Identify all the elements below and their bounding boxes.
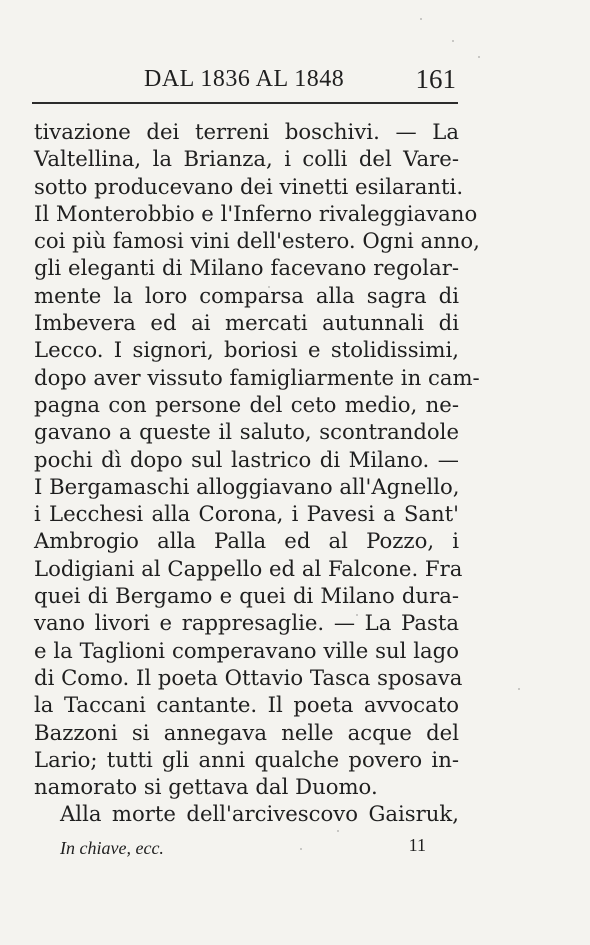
text-line: Bazzoni si annegava nelle acque del [34,719,459,745]
body-text [34,118,480,828]
text-line: dopo aver vissuto famigliarmente in cam- [34,364,480,390]
text-line: di Como. Il poeta Ottavio Tasca sposava [34,664,463,690]
signature-mark: In chiave, ecc. [60,838,164,858]
text-line: mente la loro comparsa alla sagra di [34,282,459,308]
text-line: Imbevera ed ai mercati autunnali di [34,310,459,336]
text-line: sotto producevano dei vinetti esilaranti. [34,173,464,199]
running-head: DAL 1836 AL 1848 [144,66,345,92]
text-line: pagna con persone del ceto medio, ne- [34,391,459,417]
text-line: Valtellina, la Brianza, i colli del Vare- [34,146,459,172]
text-line: quei di Bergamo e quei di Milano dura- [34,583,459,609]
text-line: tivazione dei terreni boschivi. — La [34,119,459,144]
text-line: I Bergamaschi alloggiavano all'Agnello, [34,473,460,499]
header-rule [32,102,458,104]
text-line: e la Taglioni comperavano ville sul lago [34,637,459,663]
text-line: Ambrogio alla Palla ed al Pozzo, i [34,528,459,554]
text-line: pochi dì dopo sul lastrico di Milano. — [34,446,459,472]
text-line: gli eleganti di Milano facevano regolar- [34,255,459,281]
text-line: vano livori e rappresaglie. — La Pasta [34,610,459,636]
text-line: Il Monterobbio e l'Inferno rivaleggiavano [34,200,478,226]
gathering-number: 11 [408,835,426,855]
text-line: la Taccani cantante. Il poeta avvocato [34,692,459,718]
text-line: Lecco. I signori, boriosi e stolidissimi, [34,337,459,363]
text-line: coi più famosi vini dell'estero. Ogni anno, [34,228,480,254]
text-line: gavano a queste il saluto, scontrandole [34,419,459,445]
text-line: Lodigiani al Cappello ed al Falcone. Fra [34,555,463,581]
text-line: namorato si gettava dal Duomo. [34,774,378,800]
text-line: i Lecchesi alla Corona, i Pavesi a Sant' [34,501,459,527]
text-line: Alla morte dell'arcivescovo Gaisruk, [60,801,459,827]
page-header [34,62,458,92]
page-footer [44,835,434,862]
page-number: 161 [415,64,456,94]
text-line: Lario; tutti gli anni qualche povero in- [34,746,459,772]
